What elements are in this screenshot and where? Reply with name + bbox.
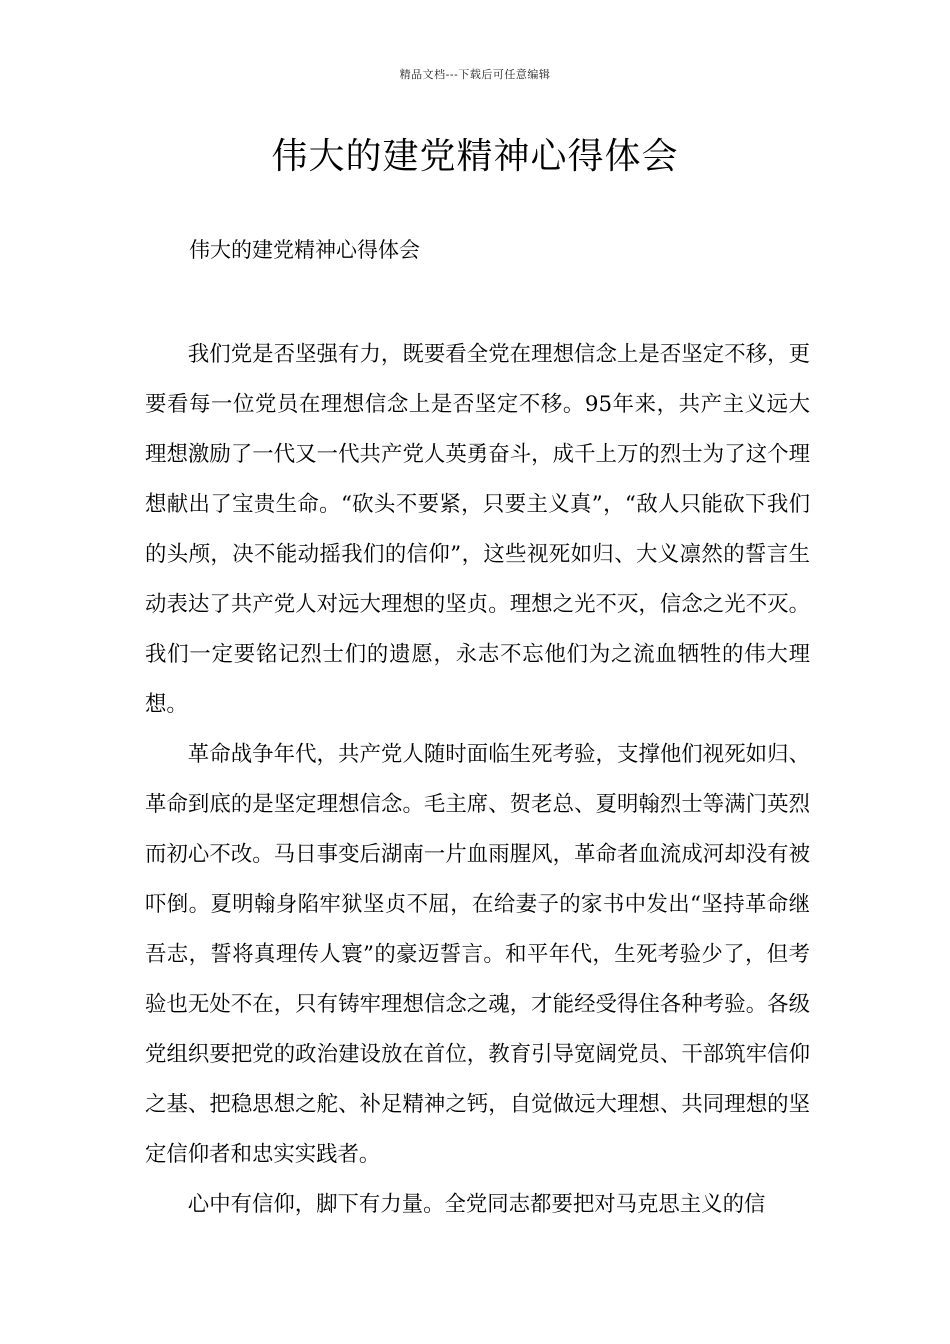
document-body [145, 330, 810, 1230]
document-subtitle: 伟大的建党精神心得体会 [189, 238, 420, 262]
paragraph: 革命战争年代，共产党人随时面临生死考验，支撑他们视死如归、革命到底的是坚定理想信念。毛主席、贺老总、夏明翰烈士等满门英烈而初心不改。马日事变后湖南一片血雨腥风，革命者血流成河却没有被吓倒。夏明翰身陷牢狱坚贞不屈，在给妻子的家书中发出“坚持革命继吾志，誓将真理传人寰”的豪迈誓言。和平年代，生死考验少了，但考验也无处不在，只有铸牢理想信念之魂，才能经受得住各种考验。各级党组织要把党的政治建设放在首位，教育引导宽阔党员、干部筑牢信仰之基、把稳思想之舵、补足精神之钙，自觉做远大理想、共同理想的坚定信仰者和忠实实践者。 [145, 742, 810, 1167]
paragraph: 我们党是否坚强有力，既要看全党在理想信念上是否坚定不移，更要看每一位党员在理想信念上是否坚定不移。95年来，共产主义远大理想激励了一代又一代共产党人英勇奋斗，成千上万的烈士为了这个理想献出了宝贵生命。“砍头不要紧，只要主义真”，“敌人只能砍下我们的头颅，决不能动摇我们的信仰”，这些视死如归、大义凛然的誓言生动表达了共产党人对远大理想的坚贞。理想之光不灭，信念之光不灭。我们一定要铭记烈士们的遗愿，永志不忘他们为之流血牺牲的伟大理想。 [145, 342, 810, 717]
document-title: 伟大的建党精神心得体会 [271, 136, 679, 177]
header-note: 精品文档---下载后可任意编辑 [399, 68, 551, 81]
paragraph: 心中有信仰，脚下有力量。全党同志都要把对马克思主义的信 [187, 1192, 766, 1217]
